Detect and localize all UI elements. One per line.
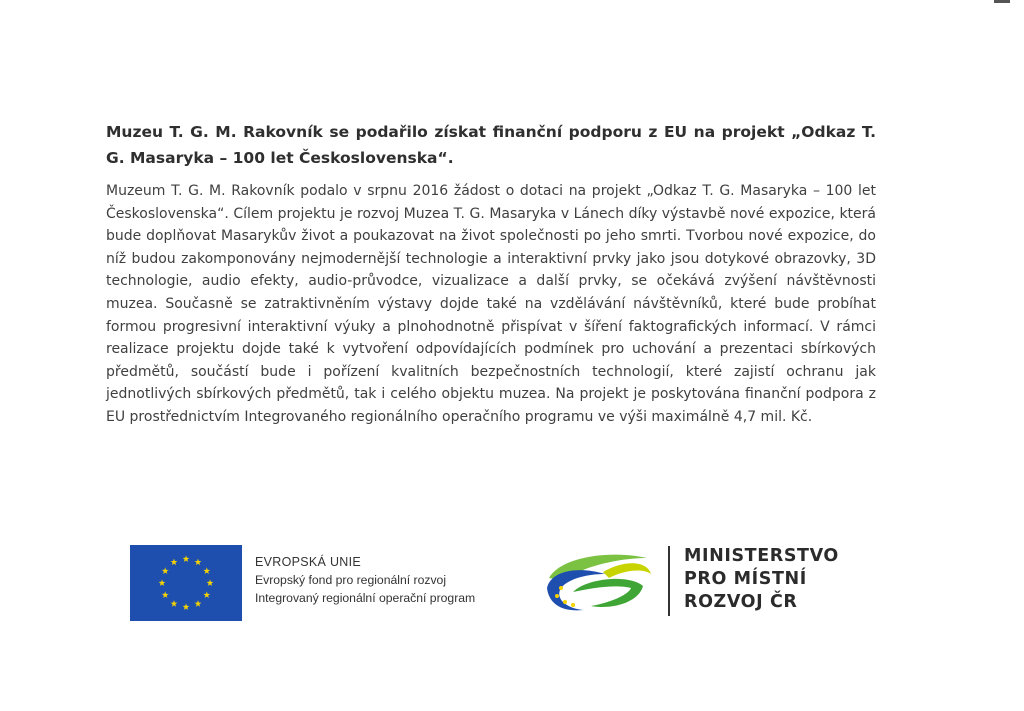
mmr-line-3: ROZVOJ ČR (684, 592, 798, 612)
eu-star-icon (171, 559, 178, 566)
mmr-wordmark (684, 545, 839, 614)
scan-edge-mark (994, 0, 1010, 3)
mmr-line-1: MINISTERSTVO (684, 546, 839, 566)
logo-divider (668, 546, 670, 616)
mmr-swoosh-logo-icon (543, 548, 655, 616)
eu-star-icon (203, 567, 210, 574)
eu-star-icon (183, 603, 190, 610)
article-body: Muzeum T. G. M. Rakovník podalo v srpnu 2016 žádost o dotaci na projekt „Odkaz T. G. Masaryka – 100 let Československa“. Cílem projektu je rozvoj Muzea T. G. Masaryka v Lánech díky výstavbě nové expozice, která bude doplňovat Masarykův život a poukazovat na život společnosti po jeho smrti. Tvorbou nové expozice, do níž budou zakomponovány nejmodernější technologie a interaktivní prvky jako jsou dotykové obrazovky, 3D technologie, audio efekty, audio-průvodce, vizualizace a další prvky, se očekává zvýšení návštěvnosti muzea. Současně se zatraktivněním výstavy dojde také na vzdělávání návštěvníků, které bude probíhat formou progresivní interaktivní výuky a plnohodnotně přispívat v šíření faktografických informací. V rámci realizace projektu dojde také k vytvoření odpovídajících podmínek pro uchování a prezentaci sbírkových předmětů, součástí bude i pořízení kvalitních bezpečnostních technologií, které zajistí ochranu jak jednotlivých sbírkových předmětů, tak i celého objektu muzea. Na projekt je poskytována finanční podpora z EU prostřednictvím Integrovaného regionálního operačního programu ve výši maximálně 4,7 mil. Kč. (106, 183, 876, 425)
eu-star-icon (183, 555, 190, 562)
eu-star-icon (195, 600, 202, 607)
eu-programme-name: Integrovaný regionální operační program (255, 591, 476, 605)
eu-funding-label (255, 553, 475, 607)
eu-title: EVROPSKÁ UNIE (255, 555, 362, 569)
mmr-line-2: PRO MÍSTNÍ (684, 569, 807, 589)
eu-star-icon (159, 579, 166, 586)
eu-star-icon (207, 579, 214, 586)
eu-flag-icon (130, 545, 242, 621)
eu-star-icon (162, 567, 169, 574)
eu-star-icon (162, 591, 169, 598)
eu-star-icon (195, 559, 202, 566)
eu-fund-name: Evropský fond pro regionální rozvoj (255, 573, 447, 587)
eu-star-icon (203, 591, 210, 598)
eu-star-icon (171, 600, 178, 607)
article-heading: Muzeu T. G. M. Rakovník se podařilo získat finanční podporu z EU na projekt „Odkaz T. G. Masaryka – 100 let Československa“. (106, 123, 876, 167)
